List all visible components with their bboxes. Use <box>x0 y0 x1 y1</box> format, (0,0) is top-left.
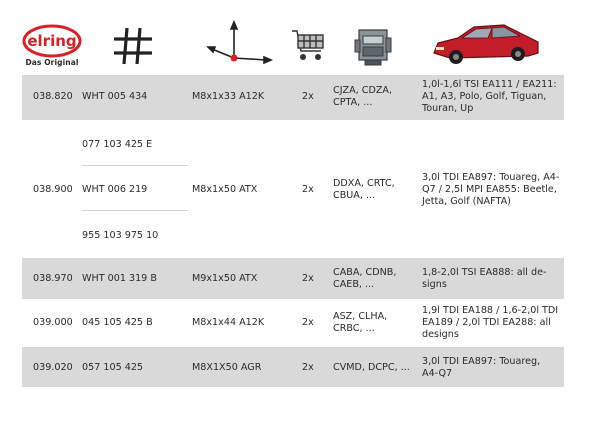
shopping-cart-icon <box>290 25 326 65</box>
part-number: 057 105 425 <box>82 362 144 373</box>
table-row <box>22 299 564 346</box>
quantity: 2x <box>302 91 314 102</box>
hash-icon <box>111 26 155 66</box>
position-number: 038.900 <box>33 184 73 195</box>
dimensions: M9x1x50 ATX <box>192 273 258 284</box>
dimensions: M8X1X50 AGR <box>192 362 262 373</box>
logo-wordmark: elring <box>27 32 77 50</box>
position-number: 038.970 <box>33 273 73 284</box>
application-description: 1,8-2,0l TSI EA888: all de- signs <box>422 267 547 290</box>
logo-subtitle: Das Original <box>25 58 79 67</box>
table-row <box>22 120 564 257</box>
part-number: 077 103 425 E <box>82 139 153 150</box>
part-number: WHT 001 319 B <box>82 273 157 284</box>
elring-logo <box>22 24 82 67</box>
dimension-axes-icon <box>202 20 274 70</box>
part-number: WHT 005 434 <box>82 91 148 102</box>
quantity: 2x <box>302 184 314 195</box>
engine-codes: CABA, CDNB, CAEB, ... <box>333 267 397 290</box>
dimensions: M8x1x33 A12K <box>192 91 265 102</box>
part-number: 955 103 975 10 <box>82 230 159 241</box>
engine-codes: CVMD, DCPC, ... <box>333 362 410 373</box>
table-row <box>22 346 564 387</box>
position-number: 039.020 <box>33 362 73 373</box>
table-row <box>22 75 564 120</box>
table-row <box>22 257 564 299</box>
position-number: 039.000 <box>33 317 73 328</box>
part-number: 045 105 425 B <box>82 317 153 328</box>
quantity: 2x <box>302 317 314 328</box>
application-description: 3,0l TDI EA897: Touareg, A4-Q7 <box>422 356 541 379</box>
car-icon <box>430 20 542 70</box>
engine-icon <box>353 26 393 68</box>
application-description: 1,0l-1,6l TSI EA111 / EA211: A1, A3, Polo, Golf, Tiguan, Touran, Up <box>422 79 557 114</box>
dimensions: M8x1x50 ATX <box>192 184 258 195</box>
application-description: 1,9l TDI EA188 / 1,6-2,0l TDI EA189 / 2,0l TDI EA288: all designs <box>422 305 559 340</box>
position-number: 038.820 <box>33 91 73 102</box>
application-description: 3,0l TDI EA897: Touareg, A4- Q7 / 2,5l MPI EA855: Beetle, Jetta, Golf (NAFTA) <box>422 172 560 207</box>
engine-codes: DDXA, CRTC, CBUA, ... <box>333 178 395 201</box>
quantity: 2x <box>302 362 314 373</box>
dimensions: M8x1x44 A12K <box>192 317 265 328</box>
quantity: 2x <box>302 273 314 284</box>
divider <box>82 210 188 211</box>
engine-codes: CJZA, CDZA, CPTA, ... <box>333 85 393 108</box>
engine-codes: ASZ, CLHA, CRBC, ... <box>333 311 388 334</box>
divider <box>82 165 188 166</box>
parts-table <box>22 75 564 387</box>
part-number: WHT 006 219 <box>82 184 148 195</box>
